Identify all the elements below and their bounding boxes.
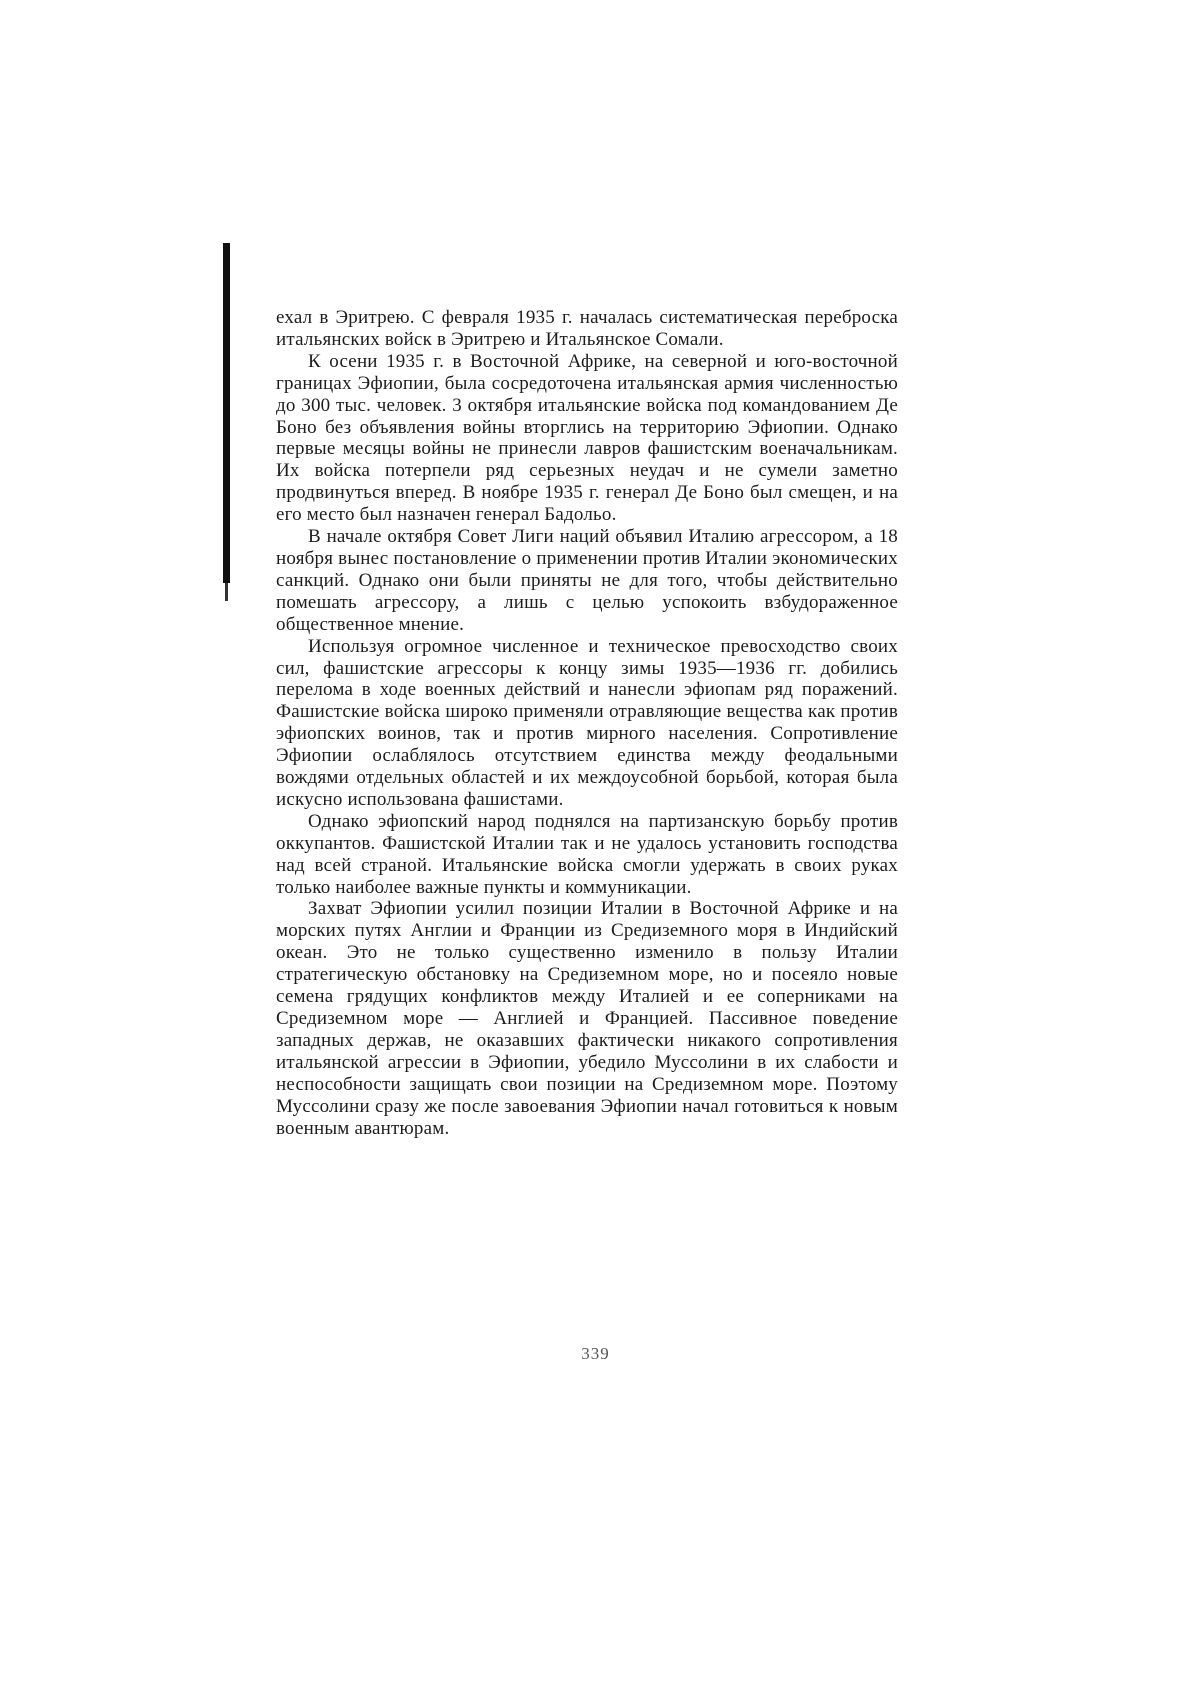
paragraph: Захват Эфиопии усилил позиции Италии в Восточной Африке и на морских путях Англии и Франции из Средиземного моря в Индийский океан. Это не только существенно изменило в пользу Италии стратегическую обстановку на Средиземном море, но и посеяло новые семена грядущих конфликтов между Италией и ее соперниками на Средиземном море — Англией и Францией. Пассивное поведение западных держав, не оказавших фактически никакого сопротивления итальянской агрессии в Эфиопии, убедило Муссолини в их слабости и неспособности защищать свои позиции на Средиземном море. Поэтому Муссолини сразу же после завоевания Эфиопии начал готовиться к новым военным авантюрам. (276, 898, 898, 1139)
margin-mark-tail (225, 583, 228, 601)
page-number: 339 (581, 1344, 610, 1363)
paragraph: Используя огромное численное и техническое превосходство своих сил, фашистские агрессоры к концу зимы 1935—1936 гг. добились перелома в ходе военных действий и нанесли эфиопам ряд поражений. Фашистские войска широко применяли отравляющие вещества как против эфиопских воинов, так и против мирного населения. Сопротивление Эфиопии ослаблялось отсутствием единства между феодальными вождями отдельных областей и их междоусобной борьбой, которая была искусно использована фашистами. (276, 635, 898, 810)
paragraph: Однако эфиопский народ поднялся на партизанскую борьбу против оккупантов. Фашистской Италии так и не удалось установить господства над всей страной. Итальянские войска смогли удержать в своих руках только наиболее важные пункты и коммуникации. (276, 810, 898, 898)
paragraph: ехал в Эритрею. С февраля 1935 г. началась систематическая переброска итальянских войск в Эритрею и Итальянское Сомали. (276, 307, 898, 350)
paragraph: В начале октября Совет Лиги наций объявил Италию агрессором, а 18 ноября вынес постановление о применении против Италии экономических санкций. Однако они были приняты не для того, чтобы действительно помешать агрессору, а лишь с целью успокоить взбудораженное общественное мнение. (276, 526, 898, 635)
margin-mark (223, 243, 230, 583)
page-body (276, 307, 898, 1139)
paragraph: К осени 1935 г. в Восточной Африке, на северной и юго-восточной границах Эфиопии, была сосредоточена итальянская армия численностью до 300 тыс. человек. 3 октября итальянские войска под командованием Де Боно без объявления войны вторглись на территорию Эфиопии. Однако первые месяцы войны не принесли лавров фашистским военачальникам. Их войска потерпели ряд серьезных неудач и не сумели заметно продвинуться вперед. В ноябре 1935 г. генерал Де Боно был смещен, и на его место был назначен генерал Бадольо. (276, 350, 898, 526)
